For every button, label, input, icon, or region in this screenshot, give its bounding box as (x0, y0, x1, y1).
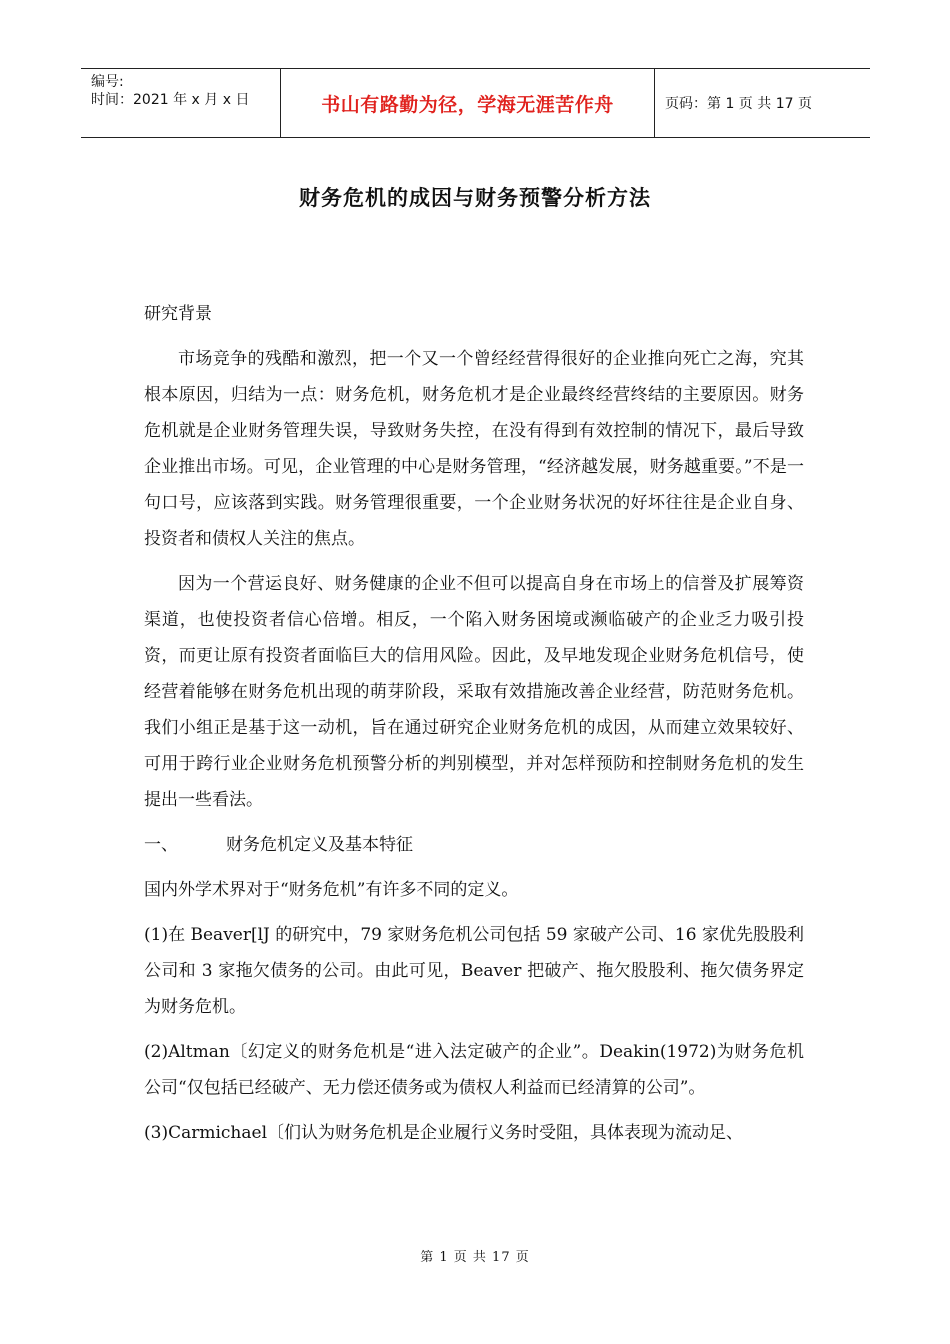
section-number: 一、 (144, 835, 178, 855)
paragraph: 因为一个营运良好、财务健康的企业不但可以提高自身在市场上的信誉及扩展筹资渠道，也使投资者信心倍增。相反，一个陷入财务困境或濒临破产的企业乏力吸引投资，而更让原有投资者面临巨大的信用风险。因此，及早地发现企业财务危机信号，使经营着能够在财务危机出现的萌芽阶段，采取有效措施改善企业经营，防范财务危机。我们小组正是基于这一动机，旨在通过研究企业财务危机的成因，从而建立效果较好、可用于跨行业企业财务危机预警分析的判别模型，并对怎样预防和控制财务危机的发生提出一些看法。 (144, 574, 804, 810)
list-item: (3)Carmichael〔们认为财务危机是企业履行义务时受阻，具体表现为流动足、 (144, 1123, 744, 1143)
motto-text: 书山有路勤为径，学海无涯苦作舟 (321, 93, 614, 116)
header-meta-cell (81, 69, 281, 137)
background-heading: 研究背景 (144, 304, 212, 324)
list-item: (2)Altman〔幻定义的财务危机是“进入法定破产的企业”。Deakin(1972)为财务危机公司“仅包括已经破产、无力偿还债务或为债权人利益而已经清算的公司”。 (144, 1042, 804, 1098)
page-footer: 第 1 页 共 17 页 (420, 1250, 530, 1265)
time-label: 时间：2021 年 x 月 x 日 (91, 92, 250, 108)
header-motto-cell (281, 69, 655, 137)
list-item: (1)在 Beaver[lJ 的研究中，79 家财务危机公司包括 59 家破产公司、16 家优先股股利公司和 3 家拖欠债务的公司。由此可见，Beaver 把破产、拖欠股股利、拖欠债务界定为财务危机。 (144, 925, 804, 1017)
document-title: 财务危机的成因与财务预警分析方法 (299, 186, 651, 210)
document-body (144, 296, 804, 1151)
paragraph: 市场竞争的残酷和激烈，把一个又一个曾经经营得很好的企业推向死亡之海，究其根本原因，归结为一点：财务危机，财务危机才是企业最终经营终结的主要原因。财务危机就是企业财务管理失误，导致财务失控，在没有得到有效控制的情况下，最后导致企业推出市场。可见，企业管理的中心是财务管理，“经济越发展，财务越重要。”不是一句口号，应该落到实践。财务管理很重要，一个企业财务状况的好坏往往是企业自身、投资者和债权人关注的焦点。 (144, 349, 804, 549)
page-info: 页码：第 1 页 共 17 页 (665, 96, 812, 112)
document-header (81, 68, 870, 138)
header-page-cell (655, 69, 870, 137)
number-label: 编号: (91, 74, 124, 90)
section-heading (144, 827, 804, 863)
section-title: 财务危机定义及基本特征 (226, 835, 413, 855)
paragraph: 国内外学术界对于“财务危机”有许多不同的定义。 (144, 880, 519, 900)
